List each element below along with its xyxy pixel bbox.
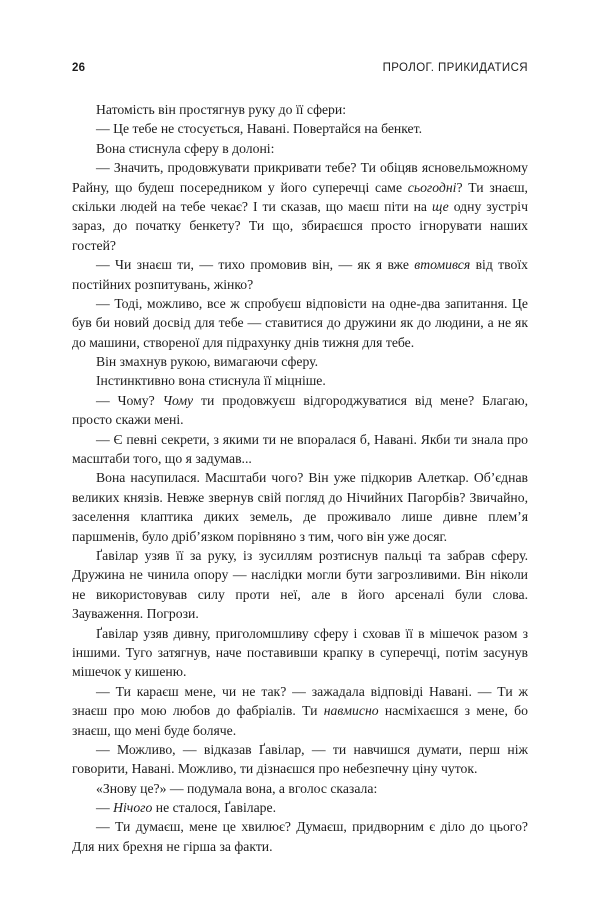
text-run: — Чи знаєш ти, — тихо промовив він, — як я вже	[96, 257, 415, 273]
text-run: — Тоді, можливо, все ж спробуєш відповісти на одне-два запитання. Це був би новий досвід для тебе — ставитися до дружини як до людини, а не як до машини, створеної для підрахунку днів тижня для тебе.	[72, 295, 528, 350]
text-run: — Значить, продовжувати прикривати тебе? Ти обіцяв ясновельможному Райну, що будеш посередником у його суперечці саме	[72, 160, 528, 195]
paragraph	[72, 468, 528, 546]
emphasis: втомився	[414, 257, 471, 273]
text-run: — Можливо, — відказав Ґавілар, — ти навчишся думати, перш ніж говорити, Навані. Можливо, ти дізнаєшся про небезпечну ціну чуток.	[72, 741, 528, 777]
text-run: Натомість він простягнув руку до її сфери:	[96, 102, 347, 117]
text-run: Вона насупилася. Масштаби чого? Він уже підкорив Алеткар. Об’єднав великих князів. Невже звернув свій погляд до Нічийних Пагорбів? Звичайно, заселення клаптика диких земель, де проживало лише дивне плем’я паршменів, було дріб’язком порівняно з тим, чого він уже досяг.	[72, 470, 528, 544]
emphasis: навмисно	[323, 703, 379, 719]
text-run: — Це тебе не стосується, Навані. Повертайся на бенкет.	[96, 121, 423, 137]
text-run: від твоїх постійних розпитувань, жінко?	[72, 257, 529, 292]
running-title: ПРОЛОГ. ПРИКИДАТИСЯ	[382, 62, 528, 74]
text-run: Інстинктивно вона стиснула її міцніше.	[96, 373, 326, 389]
paragraph	[72, 352, 528, 371]
text-run: —	[96, 800, 114, 816]
paragraph	[72, 255, 528, 294]
emphasis: ще	[431, 198, 449, 214]
paragraph	[72, 779, 528, 798]
text-run: одну зустріч зараз, до початку бенкету? Ти що, збираєшся просто ігнорувати наших гостей?	[72, 198, 528, 253]
text-run: не сталося, Ґавіларе.	[152, 800, 277, 816]
paragraph	[72, 391, 528, 430]
text-run: — Ти думаєш, мене це хвилює? Думаєш, придворним є діло до цього? Для них брехня не гірша за факти.	[72, 819, 528, 854]
page-number: 26	[72, 62, 86, 74]
paragraph	[72, 798, 528, 817]
paragraph	[72, 546, 528, 624]
text-run: Вона стиснула сферу в долоні:	[96, 140, 275, 156]
text-run: Ґавілар узяв дивну, приголомшливу сферу і сховав її в мішечок разом з іншими. Туго затягнув, наче поставивши крапку в суперечці, потім засунув мішечок у кишеню.	[72, 625, 528, 680]
text-run: Ґавілар узяв її за руку, із зусиллям розтиснув пальці та забрав сферу. Дружина не чинила опору — наслідки могли бути загрозливими. Він ніколи не використовував силу проти неї, але в його арсеналі були слова. Зауваження. Погрози.	[72, 547, 528, 622]
paragraph	[72, 139, 528, 158]
emphasis: Чому	[162, 392, 194, 408]
text-run: насміхаєшся з мене, бо знаєш, що мені буде боляче.	[72, 703, 528, 738]
text-run: ти продовжуєш відгороджуватися від мене? Благаю, просто скажи мені.	[72, 392, 529, 428]
text-run: «Знову це?» — подумала вона, а вголос сказала:	[96, 780, 378, 796]
paragraph	[72, 430, 528, 469]
paragraph	[72, 371, 528, 390]
emphasis: сьогодні	[407, 179, 457, 195]
paragraph	[72, 158, 528, 255]
paragraph	[72, 817, 528, 856]
page-header	[72, 62, 528, 74]
text-run: — Є певні секрети, з якими ти не впоралася б, Навані. Якби ти знала про масштаби того, що я задумав...	[72, 431, 528, 467]
paragraph	[72, 624, 528, 682]
text-run: Він змахнув рукою, вимагаючи сферу.	[96, 354, 319, 370]
paragraph	[72, 100, 528, 119]
paragraph	[72, 119, 528, 138]
text-run: — Чому?	[96, 392, 163, 408]
paragraph	[72, 682, 528, 740]
emphasis: Нічого	[113, 800, 153, 816]
text-run: ? Ти знаєш, скільки людей на тебе чекає? І ти сказав, що маєш піти на	[72, 179, 528, 214]
paragraph	[72, 740, 528, 779]
body-text	[72, 100, 528, 856]
paragraph	[72, 294, 528, 352]
text-run: — Ти караєш мене, чи не так? — зажадала відповіді Навані. — Ти ж знаєш про мою любов до фабріалів. Ти	[72, 683, 528, 719]
